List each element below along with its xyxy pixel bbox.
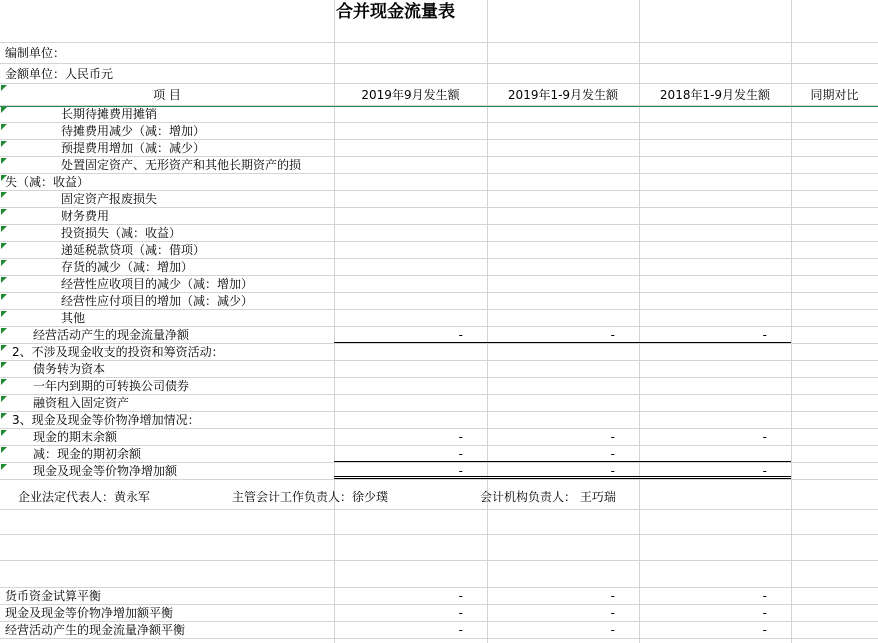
row-value-c3 xyxy=(639,174,791,190)
row-value-c3 xyxy=(639,412,791,428)
row-value-c1 xyxy=(334,157,487,173)
table-row xyxy=(0,191,878,208)
table-row xyxy=(0,293,878,310)
table-row xyxy=(0,225,878,242)
currency-row xyxy=(0,64,878,84)
row-value-c2 xyxy=(487,242,639,258)
error-marker-icon xyxy=(1,192,7,198)
row-value-c2: - xyxy=(487,446,639,462)
row-value-c1 xyxy=(334,378,487,394)
error-marker-icon xyxy=(1,124,7,130)
row-label: 递延税款贷项（减：借项） xyxy=(61,243,206,257)
table-row xyxy=(0,123,878,140)
row-value-c2: - xyxy=(487,463,639,479)
row-value-c2 xyxy=(487,140,639,156)
row-value-c2 xyxy=(487,106,639,122)
row-label: 失（减：收益） xyxy=(5,175,90,189)
check-value-c2: - xyxy=(610,623,615,637)
row-value-c2 xyxy=(487,293,639,309)
error-marker-icon xyxy=(1,277,7,283)
table-row xyxy=(0,259,878,276)
col-2018-jan-sep-header: 2018年1-9月发生额 xyxy=(659,88,771,102)
row-value-c3 xyxy=(639,191,791,207)
row-value-c3 xyxy=(639,106,791,122)
row-label: 3、现金及现金等价物净增加情况： xyxy=(12,413,200,427)
report-title: 合并现金流量表 xyxy=(336,2,455,22)
row-label: 财务费用 xyxy=(61,209,110,223)
row-value-c2 xyxy=(487,310,639,326)
row-value-c3: - xyxy=(762,430,767,444)
row-value-c2: - xyxy=(487,327,639,343)
row-value-c1 xyxy=(334,361,487,377)
row-value-c1: - xyxy=(334,463,487,479)
row-label: 预提费用增加（减：减少） xyxy=(61,141,206,155)
row-value-c1 xyxy=(334,259,487,275)
check-value-c1: - xyxy=(458,589,463,603)
row-label: 处置固定资产、无形资产和其他长期资产的损 xyxy=(61,158,302,172)
check-label: 货币资金试算平衡 xyxy=(5,589,102,603)
check-value-c3: - xyxy=(762,623,767,637)
col-2019-jan-sep-header: 2019年1-9月发生额 xyxy=(507,88,619,102)
table-row xyxy=(0,140,878,157)
row-value-c1 xyxy=(334,106,487,122)
table-row xyxy=(0,429,878,446)
table-row xyxy=(0,157,878,174)
row-value-c1 xyxy=(334,395,487,411)
row-value-c2 xyxy=(487,191,639,207)
row-value-c2 xyxy=(487,344,639,360)
row-value-c1 xyxy=(334,225,487,241)
error-marker-icon xyxy=(1,311,7,317)
row-value-c3 xyxy=(639,446,791,462)
row-label: 经营性应收项目的减少（减：增加） xyxy=(61,277,254,291)
compiler-row xyxy=(0,43,878,64)
row-value-c1 xyxy=(334,123,487,139)
blank-row xyxy=(0,561,878,588)
row-value-c1 xyxy=(334,276,487,292)
row-value-c3 xyxy=(639,259,791,275)
table-row xyxy=(0,310,878,327)
row-value-c3: - xyxy=(639,463,791,479)
error-marker-icon xyxy=(1,379,7,385)
table-row xyxy=(0,344,878,361)
col-2019-sep-header: 2019年9月发生额 xyxy=(361,88,460,102)
row-value-c3 xyxy=(639,242,791,258)
error-marker-icon xyxy=(1,396,7,402)
table-row xyxy=(0,276,878,293)
table-row xyxy=(0,242,878,259)
table-row xyxy=(0,174,878,191)
signature-row xyxy=(0,480,878,510)
error-marker-icon xyxy=(1,107,7,113)
error-marker-icon xyxy=(1,430,7,436)
row-value-c1 xyxy=(334,174,487,190)
row-label: 减：现金的期初余额 xyxy=(33,447,142,461)
check-value-c2: - xyxy=(610,606,615,620)
error-marker-icon xyxy=(1,345,7,351)
row-value-c3 xyxy=(639,395,791,411)
accounting-org-head: 会计机构负责人： 王巧瑞 xyxy=(480,490,616,504)
row-value-c3 xyxy=(639,123,791,139)
error-marker-icon xyxy=(1,294,7,300)
accounting-head: 主管会计工作负责人：徐少璞 xyxy=(232,490,389,504)
row-value-c3 xyxy=(639,208,791,224)
table-row xyxy=(0,106,878,123)
legal-rep: 企业法定代表人：黄永军 xyxy=(18,490,151,504)
row-value-c3 xyxy=(639,157,791,173)
check-value-c3: - xyxy=(762,589,767,603)
check-row xyxy=(0,622,878,639)
row-value-c1 xyxy=(334,344,487,360)
row-value-c2 xyxy=(487,361,639,377)
row-label: 一年内到期的可转换公司债券 xyxy=(33,379,190,393)
error-marker-icon xyxy=(1,158,7,164)
error-marker-icon xyxy=(1,328,7,334)
blank-row xyxy=(0,535,878,561)
row-value-c3 xyxy=(639,310,791,326)
row-value-c1 xyxy=(334,242,487,258)
row-value-c3 xyxy=(639,140,791,156)
table-row xyxy=(0,361,878,378)
row-value-c2 xyxy=(487,225,639,241)
row-label: 融资租入固定资产 xyxy=(33,396,130,410)
row-value-c3 xyxy=(639,344,791,360)
row-label: 现金的期末余额 xyxy=(33,430,118,444)
row-value-c3 xyxy=(639,378,791,394)
row-value-c1: - xyxy=(334,446,487,462)
row-value-c1 xyxy=(334,140,487,156)
table-row xyxy=(0,378,878,395)
row-label: 投资损失（减：收益） xyxy=(61,226,182,240)
blank-row xyxy=(0,24,878,43)
check-row xyxy=(0,588,878,605)
row-label: 经营性应付项目的增加（减：减少） xyxy=(61,294,254,308)
check-value-c3: - xyxy=(762,606,767,620)
error-marker-icon xyxy=(1,260,7,266)
row-value-c1: - xyxy=(458,430,463,444)
row-value-c3 xyxy=(639,225,791,241)
row-value-c3 xyxy=(639,293,791,309)
table-row xyxy=(0,327,878,344)
row-value-c1 xyxy=(334,208,487,224)
table-row xyxy=(0,395,878,412)
error-marker-icon xyxy=(1,464,7,470)
col-yoy-header: 同期对比 xyxy=(810,88,859,102)
row-value-c1 xyxy=(334,310,487,326)
error-marker-icon xyxy=(1,226,7,232)
check-label: 现金及现金等价物净增加额平衡 xyxy=(5,606,174,620)
row-value-c2 xyxy=(487,259,639,275)
check-value-c2: - xyxy=(610,589,615,603)
table-row xyxy=(0,463,878,480)
error-marker-icon xyxy=(1,243,7,249)
error-marker-icon xyxy=(1,413,7,419)
row-value-c1 xyxy=(334,191,487,207)
compiler-label: 编制单位： xyxy=(5,46,66,60)
row-value-c1 xyxy=(334,412,487,428)
row-value-c2 xyxy=(487,395,639,411)
row-label: 固定资产报废损失 xyxy=(61,192,158,206)
row-label: 长期待摊费用摊销 xyxy=(61,107,158,121)
row-label: 现金及现金等价物净增加额 xyxy=(33,464,178,478)
blank-row xyxy=(0,510,878,535)
row-value-c2 xyxy=(487,276,639,292)
col-item-header: 项 目 xyxy=(153,88,181,102)
header-row xyxy=(0,84,878,106)
row-value-c3 xyxy=(639,276,791,292)
check-value-c1: - xyxy=(458,623,463,637)
error-marker-icon xyxy=(1,447,7,453)
row-value-c2 xyxy=(487,412,639,428)
error-marker-icon xyxy=(1,209,7,215)
error-marker-icon xyxy=(1,141,7,147)
row-label: 债务转为资本 xyxy=(33,362,106,376)
table-row xyxy=(0,412,878,429)
row-value-c1: - xyxy=(334,327,487,343)
row-value-c3 xyxy=(639,361,791,377)
row-value-c3: - xyxy=(639,327,791,343)
row-value-c2 xyxy=(487,378,639,394)
row-value-c2 xyxy=(487,174,639,190)
row-label: 待摊费用减少（减：增加） xyxy=(61,124,206,138)
table-row xyxy=(0,446,878,463)
check-value-c1: - xyxy=(458,606,463,620)
check-label: 经营活动产生的现金流量净额平衡 xyxy=(5,623,186,637)
row-label: 其他 xyxy=(61,311,86,325)
row-value-c1 xyxy=(334,293,487,309)
row-label: 2、不涉及现金收支的投资和筹资活动： xyxy=(12,345,224,359)
currency-label: 金额单位：人民币元 xyxy=(5,67,114,81)
row-label: 经营活动产生的现金流量净额 xyxy=(33,328,190,342)
row-value-c2 xyxy=(487,208,639,224)
row-value-c2: - xyxy=(610,430,615,444)
row-value-c2 xyxy=(487,123,639,139)
row-label: 存货的减少（减：增加） xyxy=(61,260,194,274)
error-marker-icon xyxy=(1,362,7,368)
table-row xyxy=(0,208,878,225)
check-row xyxy=(0,605,878,622)
row-value-c2 xyxy=(487,157,639,173)
